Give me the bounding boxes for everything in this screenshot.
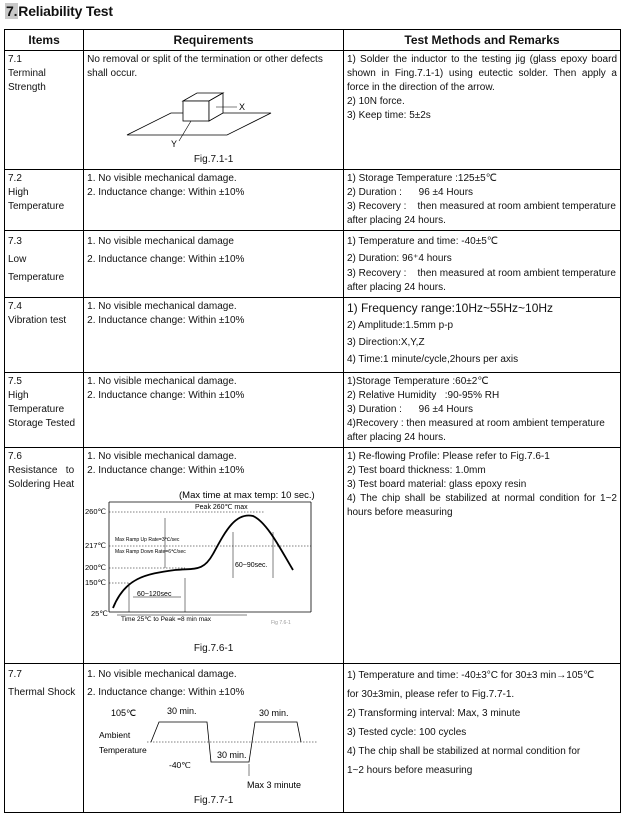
requirement-text: 2. Inductance change: Within ±10% [87, 315, 245, 326]
temp-200-label: 200℃ [85, 563, 107, 572]
figure-caption: Fig.7.6-1 [193, 643, 234, 654]
item-name: Terminal [8, 68, 46, 79]
temp-260-label: 260℃ [85, 507, 107, 516]
item-name: Thermal Shock [8, 687, 76, 698]
requirements-cell [84, 170, 344, 231]
max-time-label: (Max time at max temp: 10 sec.) [179, 490, 315, 501]
method-text: 4) The chip shall be stabilized at normal condition for [346, 746, 581, 757]
item-name: Vibration test [8, 315, 67, 326]
requirement-text: 2. Inductance change: Within ±10% [87, 390, 245, 401]
method-text: 1) Temperature and time: -40±3°C for 30±3 min→105℃ [346, 670, 595, 681]
item-name: Resistance to [8, 465, 75, 476]
item-name: Temperature [8, 201, 65, 212]
item-name: Low [8, 254, 27, 265]
reliability-table [4, 29, 621, 813]
row-7-5 [5, 373, 621, 448]
method-text: 1) Temperature and time: -40±5℃ [346, 236, 498, 247]
requirement-text: 2. Inductance change: Within ±10% [87, 687, 245, 698]
method-text: 1)Storage Temperature :60±2℃ [346, 376, 489, 387]
temperature-label: Temperature [99, 745, 147, 755]
methods-cell [343, 664, 620, 813]
row-7-6 [5, 448, 621, 664]
method-text: 3) Duration : 96 ±4 Hours [346, 404, 474, 415]
requirement-text: 1. No visible mechanical damage. [87, 376, 237, 387]
row-7-7 [5, 664, 621, 813]
method-text: 1) Storage Temperature :125±5℃ [346, 173, 497, 184]
figure-caption: Fig.7.1-1 [193, 154, 234, 165]
method-text: 1) Re-flowing Profile: Please refer to Fig.7.6-1 [346, 451, 550, 462]
method-text: 2) Duration : 96 ±4 Hours [346, 187, 474, 198]
method-text: 4) Time:1 minute/cycle,2hours per axis [346, 354, 519, 365]
item-number: 7.1 [8, 54, 22, 65]
temp-150-label: 150℃ [85, 578, 107, 587]
row-7-1 [5, 51, 621, 170]
page-title [5, 3, 113, 19]
requirement-text: 1. No visible mechanical damage. [87, 669, 237, 680]
method-text: 3) Tested cycle: 100 cycles [346, 727, 467, 738]
method-text: 3) Recovery : then measured at room ambient temperature after placing 24 hours. [346, 268, 619, 293]
sec-60-90-label: 60~90sec. [235, 562, 268, 569]
requirement-text: 1. No visible mechanical damage. [87, 451, 237, 462]
chip-front [183, 101, 209, 121]
requirements-cell [84, 373, 344, 448]
method-text: 2) Amplitude:1.5mm p-p [346, 320, 454, 331]
header-items: Items [5, 30, 84, 51]
header-requirements: Requirements [84, 30, 344, 51]
item-cell [5, 51, 84, 170]
item-name: Temperature [8, 404, 65, 415]
methods-cell [343, 373, 620, 448]
method-text: 3) Keep time: 5±2s [346, 110, 431, 121]
methods-cell [343, 170, 620, 231]
requirement-text: 1. No visible mechanical damage. [87, 173, 237, 184]
requirements-cell [84, 51, 344, 170]
method-text: 1) Frequency range:10Hz~55Hz~10Hz [346, 301, 554, 315]
sec-60-120-label: 60~120sec [137, 591, 172, 598]
y-axis-label: Y [171, 139, 178, 149]
method-text: 1~2 hours before measuring [346, 765, 473, 776]
duration-30c-label: 30 min. [217, 750, 247, 760]
method-text: 3) Direction:X,Y,Z [346, 337, 425, 348]
requirement-text: 2. Inductance change: Within ±10% [87, 187, 245, 198]
method-text: 3) Test board material: glass epoxy resin [346, 479, 527, 490]
requirements-cell [84, 231, 344, 298]
requirement-text: No removal or split of the termination or other defects shall occur. [87, 54, 323, 79]
temp-105-label: 105℃ [111, 708, 137, 718]
item-cell [5, 231, 84, 298]
item-cell [5, 170, 84, 231]
row-7-3 [5, 231, 621, 298]
time-to-peak-label: Time 25℃ to Peak =8 min max [121, 616, 212, 623]
ramp-up-label: Max Ramp Up Rate=3℃/sec [115, 537, 180, 543]
ramp-down-label: Max Ramp Down Rate=6℃/sec [115, 549, 186, 555]
requirement-text: 1. No visible mechanical damage. [87, 301, 237, 312]
item-number: 7.6 [8, 451, 22, 462]
item-number: 7.3 [8, 236, 22, 247]
methods-cell [343, 448, 620, 664]
methods-cell [343, 298, 620, 373]
requirement-text: 1. No visible mechanical damage [87, 236, 234, 247]
item-name: Temperature [8, 272, 65, 283]
reflow-profile-diagram [85, 482, 341, 636]
item-cell [5, 448, 84, 664]
method-text: 2) Transforming interval: Max, 3 minute [346, 708, 521, 719]
item-cell [5, 298, 84, 373]
item-name: High [8, 187, 29, 198]
method-text: 3) Recovery : then measured at room ambient temperature after placing 24 hours. [346, 201, 619, 226]
max-3-minute-label: Max 3 minute [247, 780, 302, 790]
method-text: 4) The chip shall be stabilized at normal condition for 1~2 hours before measuring [346, 493, 617, 518]
item-cell [5, 373, 84, 448]
requirements-cell [84, 448, 344, 664]
item-name: Storage Tested [8, 418, 76, 429]
row-7-2 [5, 170, 621, 231]
title-number: 7. [6, 3, 18, 19]
thermal-shock-diagram [87, 704, 337, 792]
header-methods: Test Methods and Remarks [343, 30, 620, 51]
method-text: 1) Solder the inductor to the testing jig (glass epoxy board shown in Fing.7.1-1) using eutectic solder. Then apply a force in the direction of the arrow. [346, 54, 617, 93]
fig-7-1-1-diagram [121, 83, 281, 149]
method-text: for 30±3min, please refer to Fig.7.7-1. [346, 689, 515, 700]
stray-figure-label: Fig 7.6-1 [271, 620, 291, 626]
requirements-cell [84, 664, 344, 813]
item-number: 7.4 [8, 301, 22, 312]
item-name: Strength [8, 82, 46, 93]
method-text: 2) 10N force. [346, 96, 405, 107]
temp-minus40-label: -40℃ [169, 760, 191, 770]
peak-label: Peak 260℃ max [195, 504, 248, 511]
ambient-label: Ambient [99, 730, 131, 740]
methods-cell [343, 51, 620, 170]
duration-30b-label: 30 min. [259, 708, 289, 718]
method-text: 2) Test board thickness: 1.0mm [346, 465, 486, 476]
figure-caption: Fig.7.7-1 [193, 795, 234, 806]
item-number: 7.7 [8, 669, 22, 680]
item-name: Soldering Heat [8, 479, 75, 490]
temp-217-label: 217℃ [85, 541, 107, 550]
requirement-text: 2. Inductance change: Within ±10% [87, 465, 245, 476]
method-text: 2) Relative Humidity :90-95% RH [346, 390, 500, 401]
y-arrow [179, 121, 191, 141]
requirement-text: 2. Inductance change: Within ±10% [87, 254, 245, 265]
item-number: 7.2 [8, 173, 22, 184]
method-text: 2) Duration: 96⁺4 hours [346, 253, 452, 264]
item-cell [5, 664, 84, 813]
item-number: 7.5 [8, 376, 22, 387]
title-text: Reliability Test [18, 3, 113, 19]
item-name: High [8, 390, 29, 401]
temp-25-label: 25℃ [91, 609, 108, 618]
x-axis-label: X [239, 102, 246, 112]
method-text: 4)Recovery : then measured at room ambient temperature after placing 24 hours. [346, 418, 605, 443]
duration-30a-label: 30 min. [167, 706, 197, 716]
row-7-4 [5, 298, 621, 373]
methods-cell [343, 231, 620, 298]
header-row [5, 30, 621, 51]
requirements-cell [84, 298, 344, 373]
